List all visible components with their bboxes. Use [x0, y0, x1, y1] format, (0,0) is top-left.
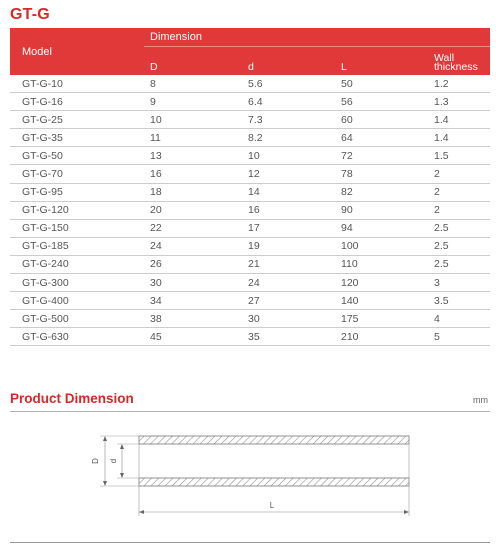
- length-cell: 56: [335, 93, 428, 111]
- length-cell: 50: [335, 75, 428, 93]
- length-cell: 175: [335, 310, 428, 328]
- label-d: d: [109, 458, 118, 464]
- tube-wall-top: [139, 436, 409, 444]
- col-header-d: d: [242, 47, 335, 76]
- inner-diameter-cell: 19: [242, 237, 335, 255]
- length-cell: 82: [335, 183, 428, 201]
- section-title: Product Dimension: [10, 391, 134, 406]
- dimension-header: Dimension: [144, 28, 490, 47]
- inner-diameter-cell: 24: [242, 274, 335, 292]
- inner-diameter-cell: 6.4: [242, 93, 335, 111]
- col-header-D: D: [144, 47, 242, 76]
- outer-diameter-cell: 16: [144, 165, 242, 183]
- model-cell: GT-G-185: [10, 237, 144, 255]
- outer-diameter-cell: 24: [144, 237, 242, 255]
- wall-thickness-cell: 2: [428, 183, 490, 201]
- wall-label-line2: thickness: [434, 61, 478, 73]
- outer-diameter-cell: 8: [144, 75, 242, 93]
- arrow-D-top: [103, 436, 107, 441]
- model-cell: GT-G-300: [10, 274, 144, 292]
- model-cell: GT-G-10: [10, 75, 144, 93]
- tube-wall-bottom: [139, 478, 409, 486]
- inner-diameter-cell: 21: [242, 255, 335, 273]
- inner-diameter-cell: 16: [242, 201, 335, 219]
- label-D: D: [91, 458, 100, 464]
- wall-thickness-cell: 5: [428, 328, 490, 346]
- model-header: Model: [10, 28, 144, 75]
- wall-label-line1: Wall: [434, 52, 455, 64]
- wall-thickness-cell: 1.5: [428, 147, 490, 165]
- outer-diameter-cell: 20: [144, 201, 242, 219]
- arrow-d-top: [120, 444, 124, 449]
- model-cell: GT-G-500: [10, 310, 144, 328]
- length-cell: 140: [335, 292, 428, 310]
- model-cell: GT-G-50: [10, 147, 144, 165]
- model-cell: GT-G-240: [10, 255, 144, 273]
- length-cell: 120: [335, 274, 428, 292]
- length-cell: 110: [335, 255, 428, 273]
- outer-diameter-cell: 18: [144, 183, 242, 201]
- label-L: L: [269, 501, 275, 510]
- page-title: GT-G: [10, 6, 50, 23]
- arrow-D-bottom: [103, 481, 107, 486]
- length-cell: 72: [335, 147, 428, 165]
- length-cell: 210: [335, 328, 428, 346]
- wall-thickness-cell: 3: [428, 274, 490, 292]
- model-cell: GT-G-630: [10, 328, 144, 346]
- model-cell: GT-G-95: [10, 183, 144, 201]
- wall-thickness-cell: 2: [428, 201, 490, 219]
- model-cell: GT-G-150: [10, 219, 144, 237]
- model-cell: GT-G-400: [10, 292, 144, 310]
- outer-diameter-cell: 9: [144, 93, 242, 111]
- model-cell: GT-G-25: [10, 111, 144, 129]
- inner-diameter-cell: 7.3: [242, 111, 335, 129]
- inner-diameter-cell: 12: [242, 165, 335, 183]
- model-cell: GT-G-70: [10, 165, 144, 183]
- col-header-L: L: [335, 47, 428, 76]
- outer-diameter-cell: 22: [144, 219, 242, 237]
- outer-diameter-cell: 10: [144, 111, 242, 129]
- outer-diameter-cell: 26: [144, 255, 242, 273]
- wall-thickness-cell: 1.2: [428, 75, 490, 93]
- arrow-d-bottom: [120, 473, 124, 478]
- wall-thickness-cell: 1.4: [428, 129, 490, 147]
- inner-diameter-cell: 17: [242, 219, 335, 237]
- outer-diameter-cell: 11: [144, 129, 242, 147]
- outer-diameter-cell: 30: [144, 274, 242, 292]
- unit-label: mm: [473, 395, 488, 405]
- inner-diameter-cell: 30: [242, 310, 335, 328]
- arrow-L-right: [404, 510, 409, 514]
- outer-diameter-cell: 38: [144, 310, 242, 328]
- length-cell: 60: [335, 111, 428, 129]
- inner-diameter-cell: 5.6: [242, 75, 335, 93]
- length-cell: 90: [335, 201, 428, 219]
- model-cell: GT-G-16: [10, 93, 144, 111]
- inner-diameter-cell: 27: [242, 292, 335, 310]
- inner-diameter-cell: 10: [242, 147, 335, 165]
- length-cell: 78: [335, 165, 428, 183]
- length-cell: 64: [335, 129, 428, 147]
- wall-thickness-cell: 2.5: [428, 255, 490, 273]
- inner-diameter-cell: 35: [242, 328, 335, 346]
- wall-thickness-cell: 3.5: [428, 292, 490, 310]
- inner-diameter-cell: 8.2: [242, 129, 335, 147]
- wall-thickness-cell: 4: [428, 310, 490, 328]
- model-cell: GT-G-35: [10, 129, 144, 147]
- arrow-L-left: [139, 510, 144, 514]
- length-cell: 94: [335, 219, 428, 237]
- outer-diameter-cell: 34: [144, 292, 242, 310]
- bottom-divider: [10, 542, 490, 543]
- wall-thickness-cell: 2: [428, 165, 490, 183]
- length-cell: 100: [335, 237, 428, 255]
- outer-diameter-cell: 45: [144, 328, 242, 346]
- inner-diameter-cell: 14: [242, 183, 335, 201]
- wall-thickness-cell: 2.5: [428, 237, 490, 255]
- wall-thickness-cell: 2.5: [428, 219, 490, 237]
- wall-thickness-cell: 1.4: [428, 111, 490, 129]
- model-cell: GT-G-120: [10, 201, 144, 219]
- outer-diameter-cell: 13: [144, 147, 242, 165]
- wall-thickness-cell: 1.3: [428, 93, 490, 111]
